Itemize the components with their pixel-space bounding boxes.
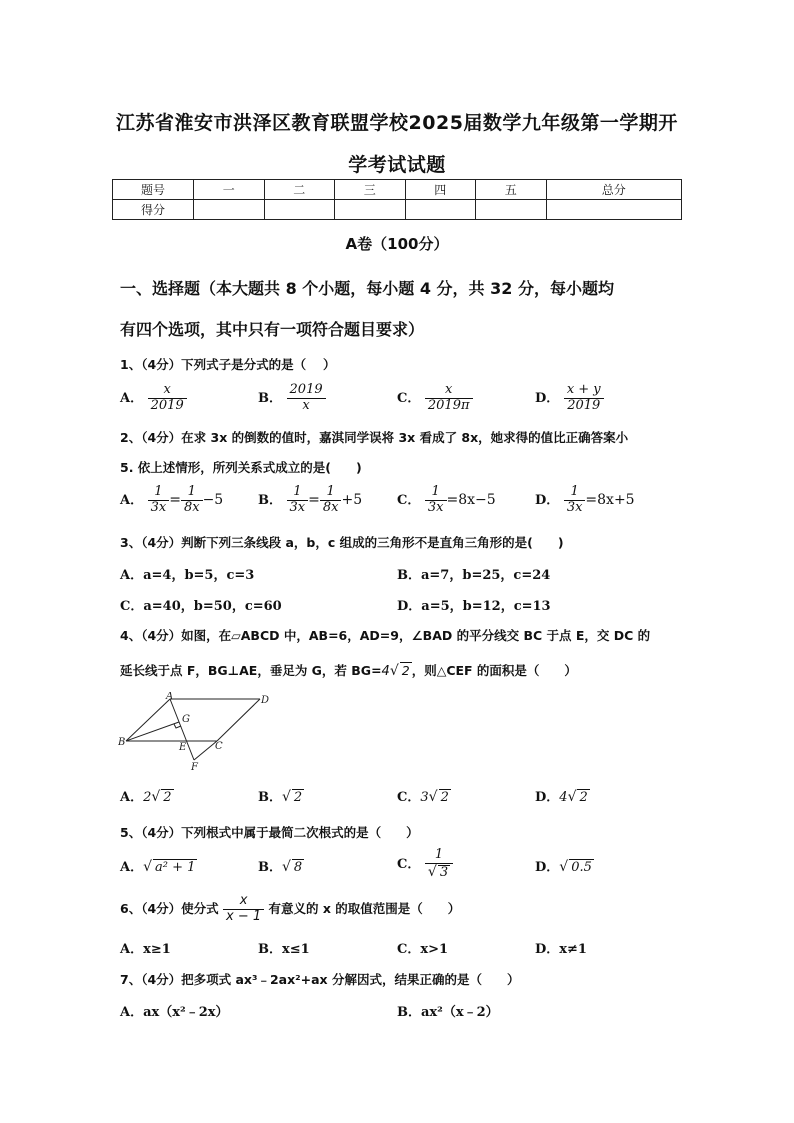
score-cell: 得分 xyxy=(113,200,194,220)
numerator: 1 xyxy=(148,485,170,501)
score-table-score-row xyxy=(113,200,682,220)
numerator: x xyxy=(148,383,187,399)
numerator: 1 xyxy=(425,848,453,864)
label-e: E xyxy=(179,742,187,753)
score-cell: 题号 xyxy=(113,180,194,200)
denominator: 3x xyxy=(289,499,306,515)
numerator: x + y xyxy=(564,383,604,399)
radical-sign: √ xyxy=(282,859,291,875)
question-7-stem: 7、（4分）把多项式 ax³﹣2ax²+ax 分解因式，结果正确的是（ ） xyxy=(120,972,520,987)
score-table-header-row xyxy=(113,180,682,200)
question-4-option-d[interactable] xyxy=(535,786,590,805)
fraction xyxy=(223,894,264,925)
question-2-option-c[interactable] xyxy=(397,485,496,516)
question-1-option-a[interactable] xyxy=(120,383,187,414)
fraction xyxy=(564,485,586,516)
option-label: C． xyxy=(397,856,421,872)
question-6-option-c[interactable]: C．x>1 xyxy=(397,942,449,957)
question-1-option-c[interactable] xyxy=(397,383,473,414)
question-2-stem-2: 5. 依上述情形，所列关系式成立的是( ) xyxy=(120,460,362,475)
title-line-2: 学考试试题 xyxy=(348,154,446,176)
score-input-cell[interactable] xyxy=(264,200,335,220)
option-label: D． xyxy=(535,390,560,406)
score-cell: 二 xyxy=(264,180,335,200)
question-6-stem xyxy=(120,894,460,925)
label-f: F xyxy=(191,762,198,772)
radical-sign: √ xyxy=(567,789,577,805)
question-4-option-a[interactable] xyxy=(120,786,174,805)
radical-sign: √ xyxy=(559,859,569,875)
question-5-option-b[interactable] xyxy=(258,856,304,875)
question-1-stem: 1、（4分）下列式子是分式的是（ ） xyxy=(120,357,336,372)
radicand: 2 xyxy=(579,790,588,805)
option-label: A． xyxy=(120,790,144,805)
fraction xyxy=(287,383,326,414)
coefficient: 4 xyxy=(381,664,390,679)
option-label: B． xyxy=(258,860,282,875)
question-4-option-b[interactable] xyxy=(258,786,304,805)
question-7-option-a[interactable]: A．ax（x²﹣2x） xyxy=(120,1005,229,1020)
score-input-cell[interactable] xyxy=(405,200,476,220)
score-cell: 一 xyxy=(194,180,265,200)
question-6-option-b[interactable]: B．x≤1 xyxy=(258,942,310,957)
radicand: 8 xyxy=(293,860,303,875)
denominator: 8x xyxy=(183,499,200,515)
radical-sign: √ xyxy=(428,789,438,805)
title-line-1: 江苏省淮安市洪泽区教育联盟学校2025届数学九年级第一学期开 xyxy=(116,112,678,134)
question-1-option-d[interactable] xyxy=(535,383,604,414)
fraction xyxy=(425,485,447,516)
radicand: 3 xyxy=(439,864,449,880)
denominator: 2019 xyxy=(150,397,184,413)
radicand: 2 xyxy=(293,790,303,805)
numerator: x xyxy=(425,383,473,399)
score-table xyxy=(112,179,682,220)
option-label: D． xyxy=(535,790,560,805)
denominator: 3x xyxy=(150,499,167,515)
score-cell: 总分 xyxy=(546,180,682,200)
option-label: A． xyxy=(120,492,144,508)
fraction xyxy=(287,485,309,516)
radicand: 0.5 xyxy=(571,860,592,875)
denominator xyxy=(425,864,453,881)
numerator: 2019 xyxy=(287,383,326,399)
fraction xyxy=(425,383,473,414)
fraction xyxy=(148,485,170,516)
numerator: 1 xyxy=(287,485,309,501)
parallelogram-figure xyxy=(118,692,278,772)
question-4-option-c[interactable] xyxy=(397,786,451,805)
radical-sign: √ xyxy=(427,863,437,880)
fraction xyxy=(148,383,187,414)
denominator: 3x xyxy=(566,499,583,515)
numerator: 1 xyxy=(181,485,203,501)
score-input-cell[interactable] xyxy=(194,200,265,220)
numerator: x xyxy=(223,894,264,910)
question-5-option-a[interactable] xyxy=(120,856,197,875)
question-6-option-a[interactable]: A．x≥1 xyxy=(120,942,171,957)
question-2-option-b[interactable] xyxy=(258,485,362,516)
score-input-cell[interactable] xyxy=(335,200,406,220)
label-c: C xyxy=(215,741,223,752)
denominator: 8x xyxy=(322,499,339,515)
label-d: D xyxy=(261,695,270,706)
denominator: x − 1 xyxy=(226,908,262,924)
question-4-stem-1: 4、（4分）如图，在▱ABCD 中，AB=6，AD=9，∠BAD 的平分线交 BC 于点 E，交 DC 的 xyxy=(120,628,651,643)
stem-text: 延长线于点 F，BG⊥AE，垂足为 G，若 BG= xyxy=(120,663,382,678)
question-1-option-b[interactable] xyxy=(258,383,326,414)
question-5-option-c[interactable] xyxy=(397,848,453,881)
expression-tail: −5 xyxy=(202,491,224,508)
question-2-option-d[interactable] xyxy=(535,485,635,516)
denominator: 2019 xyxy=(567,397,601,413)
section-heading-2: 有四个选项，其中只有一项符合题目要求） xyxy=(120,320,425,339)
label-g: G xyxy=(182,714,190,725)
question-2-stem-1: 2、（4分）在求 3x 的倒数的值时，嘉淇同学误将 3x 看成了 8x，她求得的值比正确答案小 xyxy=(120,430,629,445)
option-label: D． xyxy=(535,492,560,508)
label-b: B xyxy=(118,737,126,748)
radicand: 2 xyxy=(401,663,410,678)
coefficient: 2 xyxy=(143,790,152,805)
radical-sign: √ xyxy=(282,789,291,805)
question-3-option-c[interactable]: C．a=40，b=50，c=60 xyxy=(120,599,282,614)
expression-tail: +5 xyxy=(341,491,363,508)
option-label: A． xyxy=(120,390,144,406)
score-input-cell[interactable] xyxy=(546,200,682,220)
option-label: A． xyxy=(120,860,144,875)
numerator: 1 xyxy=(425,485,447,501)
option-label: C． xyxy=(397,390,421,406)
option-label: C． xyxy=(397,790,421,805)
numerator: 1 xyxy=(320,485,342,501)
option-label: C． xyxy=(397,492,421,508)
coefficient: 3 xyxy=(420,790,429,805)
score-cell: 四 xyxy=(405,180,476,200)
score-cell: 三 xyxy=(335,180,406,200)
fraction xyxy=(425,848,453,881)
stem-text: 6、（4分）使分式 xyxy=(120,900,219,916)
stem-text: ，则△CEF 的面积是（ ） xyxy=(411,663,577,678)
stem-text: 有意义的 x 的取值范围是（ ） xyxy=(268,900,461,916)
option-label: B． xyxy=(258,790,282,805)
question-6-option-d[interactable]: D．x≠1 xyxy=(535,942,587,957)
question-5-stem: 5、（4分）下列根式中属于最简二次根式的是（ ） xyxy=(120,825,419,840)
radical-sign: √ xyxy=(151,789,161,805)
denominator: 2019π xyxy=(427,397,470,413)
option-label: D． xyxy=(535,860,560,875)
radical-sign: √ xyxy=(143,859,153,875)
coefficient: 4 xyxy=(559,790,568,805)
question-5-option-d[interactable] xyxy=(535,856,594,875)
denominator: x xyxy=(302,397,310,413)
radicand: a² + 1 xyxy=(155,860,196,875)
question-3-option-a[interactable]: A．a=4，b=5，c=3 xyxy=(120,568,255,583)
radicand: 2 xyxy=(440,790,449,805)
radicand: 2 xyxy=(163,790,172,805)
option-label: B． xyxy=(258,390,282,406)
expression-tail: =8x−5 xyxy=(446,491,496,508)
fraction xyxy=(564,383,604,414)
question-3-stem: 3、（4分）判断下列三条线段 a，b，c 组成的三角形不是直角三角形的是( ) xyxy=(120,535,564,550)
label-a: A xyxy=(166,692,174,702)
score-input-cell[interactable] xyxy=(476,200,547,220)
fraction xyxy=(320,485,342,516)
question-2-option-a[interactable] xyxy=(120,485,223,516)
equals-sign: = xyxy=(169,491,181,508)
question-7-option-b[interactable]: B．ax²（x﹣2） xyxy=(397,1005,499,1020)
question-4-stem-2 xyxy=(120,661,577,679)
numerator: 1 xyxy=(564,485,586,501)
equals-sign: = xyxy=(308,491,320,508)
option-label: B． xyxy=(258,492,282,508)
expression-tail: =8x+5 xyxy=(585,491,635,508)
denominator: 3x xyxy=(427,499,444,515)
question-3-option-d[interactable]: D．a=5，b=12，c=13 xyxy=(397,599,551,614)
section-heading-1: 一、选择题（本大题共 8 个小题，每小题 4 分，共 32 分，每小题均 xyxy=(120,279,614,298)
score-cell: 五 xyxy=(476,180,547,200)
volume-heading: A卷（100分） xyxy=(345,235,449,253)
question-3-option-b[interactable]: B．a=7，b=25，c=24 xyxy=(397,568,551,583)
radical-sign: √ xyxy=(389,663,399,679)
fraction xyxy=(181,485,203,516)
